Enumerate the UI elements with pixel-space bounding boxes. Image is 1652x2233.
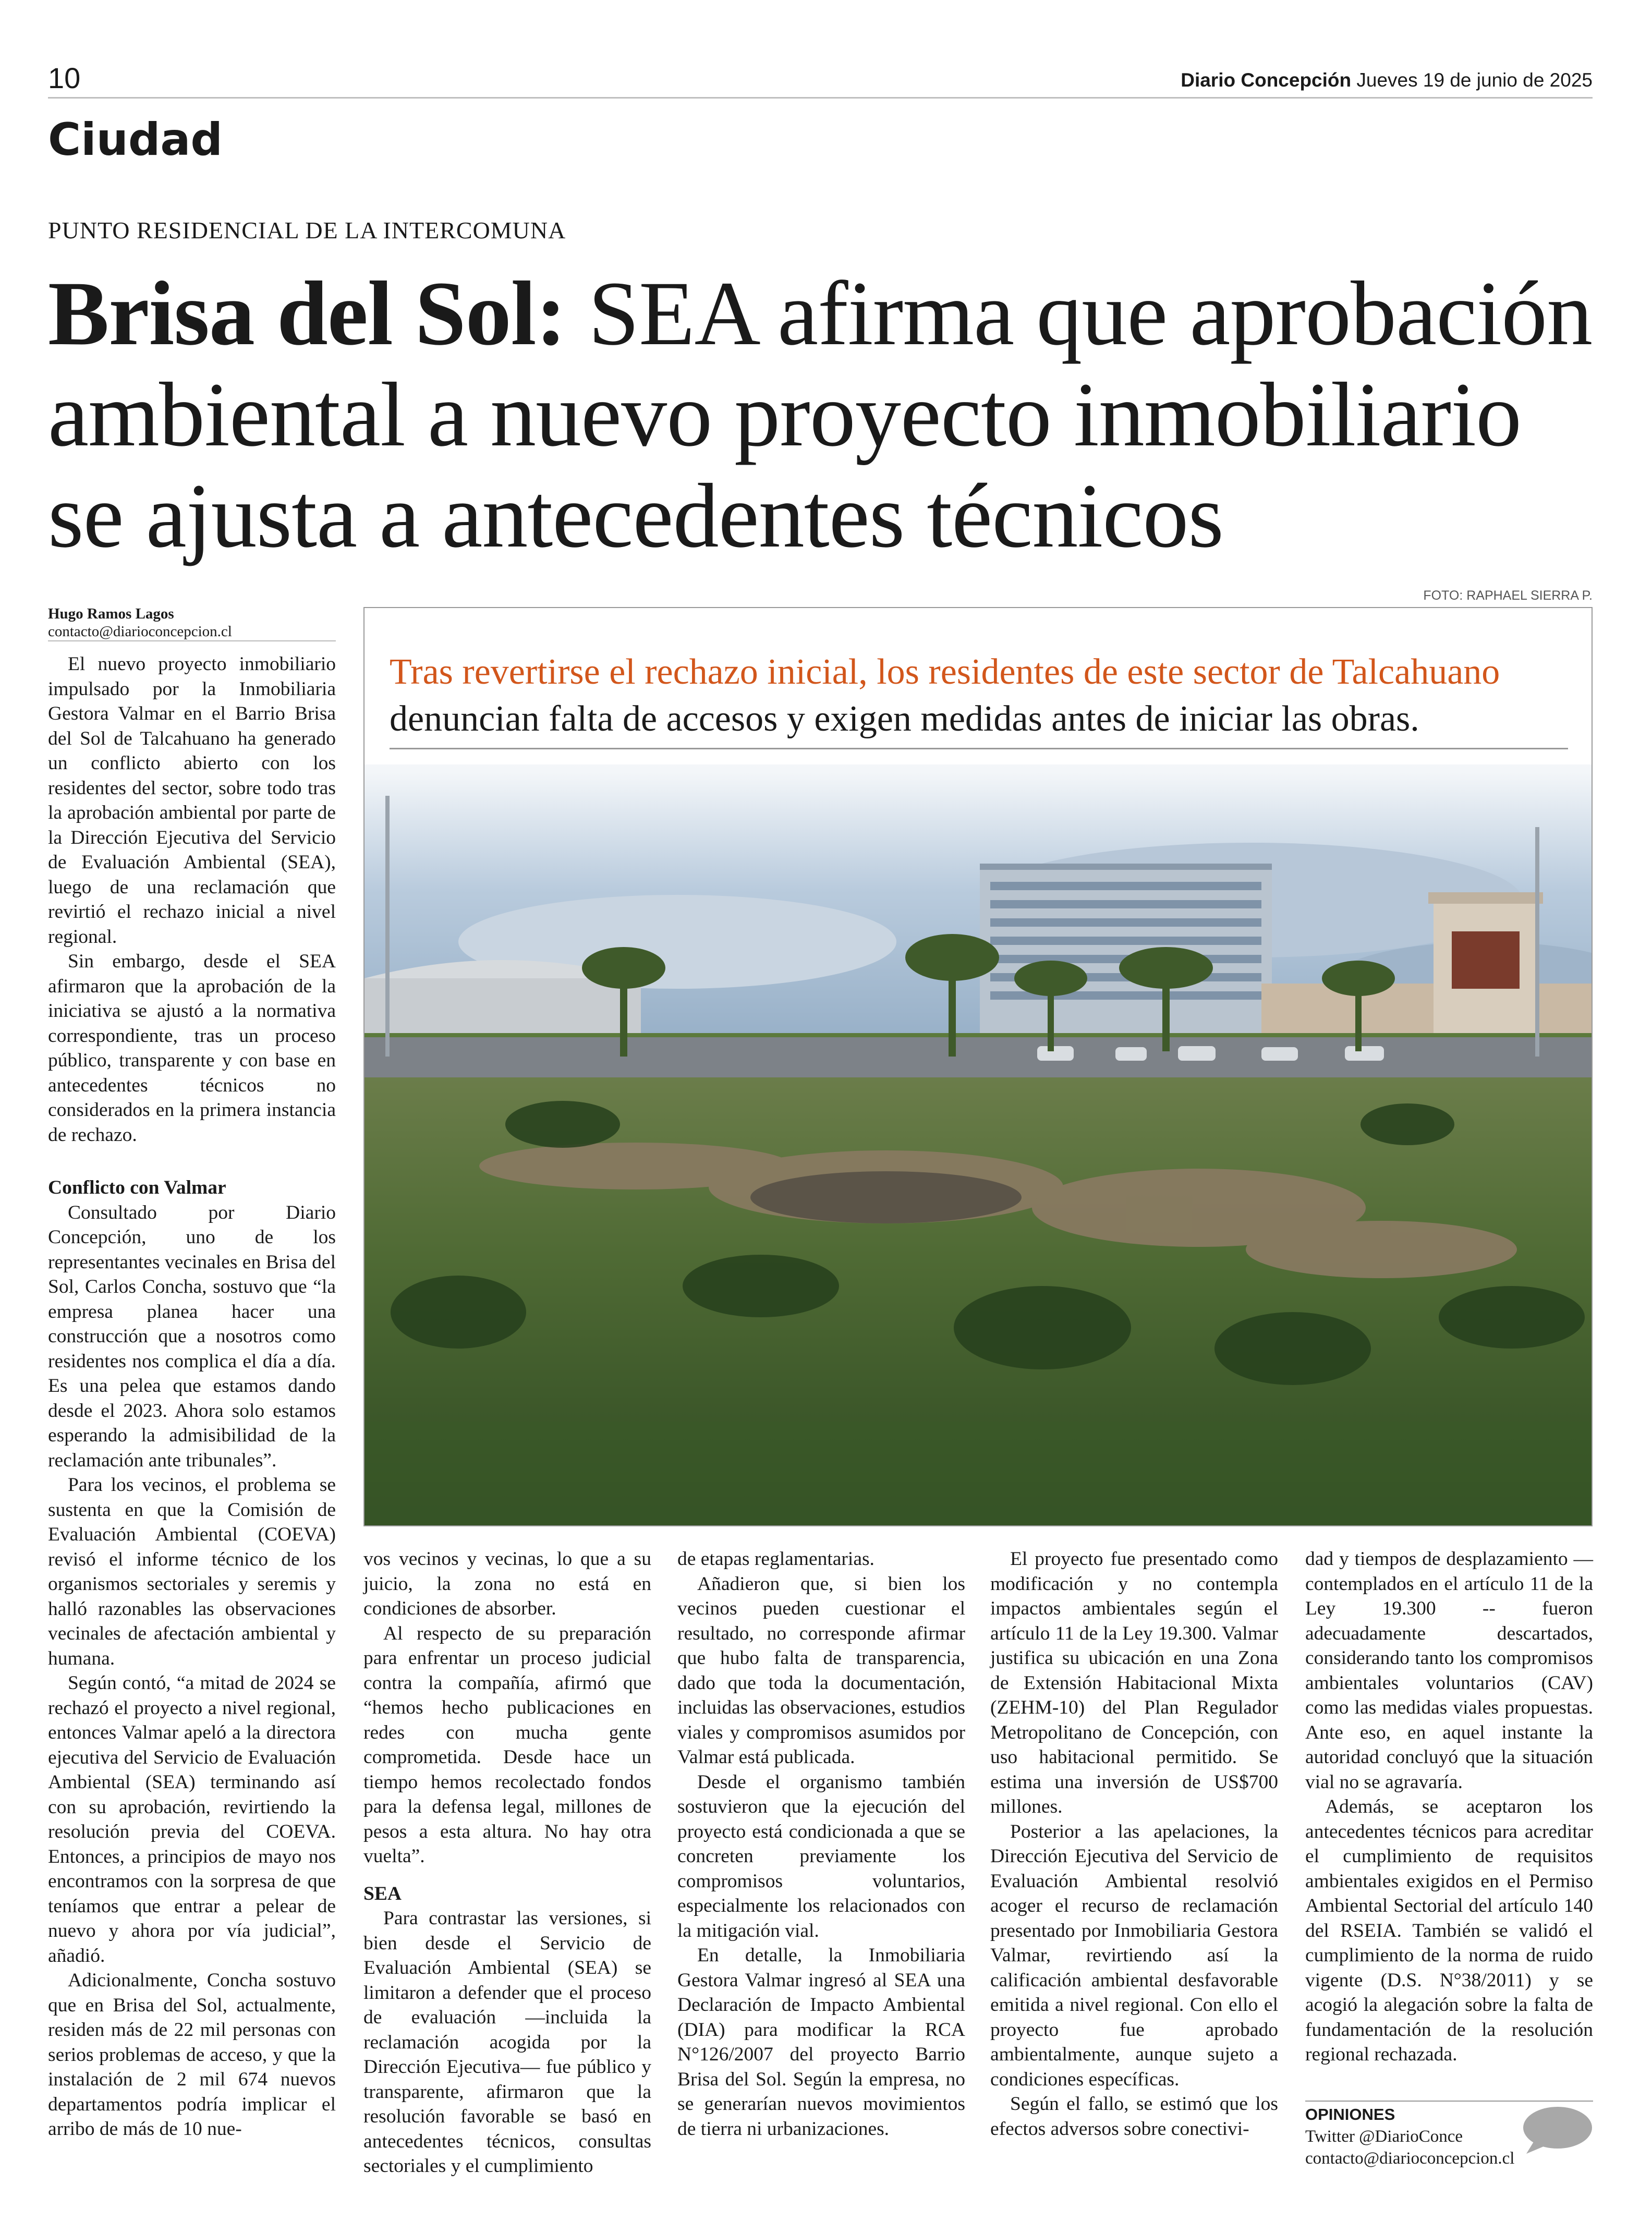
caption-lead: Tras revertirse el rechazo inicial, los residentes de este sector de Talcahuano <box>390 652 1500 692</box>
column-1 <box>48 652 336 2142</box>
author-name: Hugo Ramos Lagos <box>48 605 174 622</box>
paragraph: Para los vecinos, el problema se sustenta en que la Comisión de Evaluación Ambiental (COEVA) revisó el informe técnico de los organismos sectoriales y seremis y halló razonables las observaciones vecinales de afectación ambiental y humana. <box>48 1474 336 1669</box>
paragraph: Posterior a las apelaciones, la Dirección Ejecutiva del Servicio de Evaluación Ambiental resolvió acoger el recurso de reclamación presentado por Inmobiliaria Gestora Valmar, revirtiendo así la calificación ambiental desfavorable emitida a nivel regional. Con ello el proyecto fue aprobado ambientalmente, aunque sujeto a condiciones específicas. <box>990 1821 1278 2090</box>
column-5 <box>1305 1547 1593 2067</box>
opinions-title: OPINIONES <box>1305 2105 1395 2123</box>
kicker: PUNTO RESIDENCIAL DE LA INTERCOMUNA <box>48 217 566 244</box>
paragraph: Según el fallo, se estimó que los efectos adversos sobre conectivi- <box>990 2093 1278 2140</box>
speech-bubble-icon <box>1520 2104 1593 2156</box>
column-3 <box>677 1547 965 2141</box>
paragraph: Sin embargo, desde el SEA afirmaron que la aprobación de la iniciativa se ajustó a la normativa correspondiente, tras un proceso público, transparente y con base en antecedentes técnicos no considerados en la primera instancia de rechazo. <box>48 951 336 1146</box>
article-photo <box>363 607 1593 1526</box>
issue-date: Jueves 19 de junio de 2025 <box>1356 69 1593 91</box>
section-title: Ciudad <box>48 114 223 166</box>
subhead-sea: SEA <box>363 1883 402 1904</box>
publication-name: Diario Concepción <box>1181 69 1352 91</box>
opinions-email[interactable]: contacto@diarioconcepcion.cl <box>1305 2149 1515 2168</box>
paragraph: Desde el organismo también sostuvieron que la ejecución del proyecto está condicionada a que se concreten previamente los compromisos voluntarios, especialmente los relacionados con la mitigación vial. <box>677 1771 965 1941</box>
masthead <box>1181 69 1593 92</box>
page-number: 10 <box>48 62 81 94</box>
paragraph: Consultado por Diario Concepción, uno de los representantes vecinales en Brisa del Sol, Carlos Concha, sostuvo que “la empresa planea hacer una construcción que a nosotros como residentes nos complica el día a día. Es una pelea que estamos dando desde el 2023. Ahora solo estamos esperando la admisibilidad de la reclamación ante tribunales”. <box>48 1202 336 1471</box>
column-2 <box>363 1547 651 2179</box>
caption-rest: denuncian falta de accesos y exigen medidas antes de iniciar las obras. <box>390 699 1419 739</box>
byline-rule <box>48 640 336 641</box>
column-4 <box>990 1547 1278 2141</box>
opinions-box <box>1305 2104 1593 2169</box>
headline-line-3: se ajusta a antecedentes técnicos <box>48 465 1223 567</box>
headline <box>48 263 1612 567</box>
photo-illustration <box>365 608 1593 1526</box>
headline-line-2: ambiental a nuevo proyecto inmobiliario <box>48 364 1522 466</box>
paragraph-continued: de etapas reglamentarias. <box>677 1548 874 1570</box>
header-rule <box>48 97 1593 99</box>
paragraph: Para contrastar las versiones, si bien desde el Servicio de Evaluación Ambiental (SEA) se limitaron a defender que el proceso de evaluación —incluida la reclamación acogida por la Dirección Ejecutiva— fue público y transparente, afirmaron que la resolución favorable se basó en antecedentes técnicos, consultas sectoriales y el cumplimiento <box>363 1908 651 2177</box>
headline-line-1-text: SEA afirma que aprobación <box>588 263 1593 365</box>
paragraph: Adicionalmente, Concha sostuvo que en Brisa del Sol, actualmente, residen más de 22 mil personas con serios problemas de acceso, y que la instalación de 2 mil 674 nuevos departamentos podría implicar el arribo de más de 10 nue- <box>48 1970 336 2140</box>
author-email: contacto@diarioconcepcion.cl <box>48 623 232 640</box>
photo-credit: FOTO: RAPHAEL SIERRA P. <box>1423 588 1593 603</box>
subhead-conflicto: Conflicto con Valmar <box>48 1177 226 1198</box>
paragraph: El proyecto fue presentado como modificación y no contempla impactos ambientales según el artículo 11 de la Ley 19.300. Valmar justifica su ubicación en una Zona de Extensión Habitacional Mixta (ZEHM-10) del Plan Regulador Metropolitano de Concepción, con uso habitacional permitido. Se estima una inversión de US$700 millones. <box>990 1548 1278 1817</box>
paragraph: En detalle, la Inmobiliaria Gestora Valmar ingresó al SEA una Declaración de Impacto Ambiental (DIA) para modificar la RCA N°126/2007 del proyecto Barrio Brisa del Sol. Según la empresa, no se generarían nuevos movimientos de tierra ni urbanizaciones. <box>677 1945 965 2140</box>
paragraph-continued: dad y tiempos de desplazamiento —contemplados en el artículo 11 de la Ley 19.300 -- fueron adecuadamente descartados, considerando tanto los compromisos ambientales voluntarios (CAV) como las medidas viales propuestas. Ante eso, en aquel instante la autoridad concluyó que la situación vial no se agravaría. <box>1305 1548 1593 1793</box>
paragraph: Además, se aceptaron los antecedentes técnicos para acreditar el cumplimiento de requisitos ambientales exigidos en el Permiso Ambiental Sectorial del artículo 140 del RSEIA. También se validó el cumplimiento de la norma de ruido vigente (D.S. N°38/2011) y se acogió la alegación sobre la falta de fundamentación de la resolución regional rechazada. <box>1305 1796 1593 2065</box>
paragraph: Al respecto de su preparación para enfrentar un proceso judicial contra la compañía, afirmó que “hemos hecho publicaciones en redes con mucha gente comprometida. Desde hace un tiempo hemos recolectado fondos para la defensa legal, millones de pesos a esta altura. No hay otra vuelta”. <box>363 1622 651 1867</box>
paragraph: Añadieron que, si bien los vecinos pueden cuestionar el resultado, no corresponde afirmar que hubo falta de transparencia, dado que toda la documentación, incluidas las observaciones, estudios viales y compromisos asumidos por Valmar está publicada. <box>677 1573 965 1768</box>
opinions-rule <box>1305 2101 1593 2102</box>
byline <box>48 605 336 640</box>
headline-bold: Brisa del Sol: <box>48 263 566 365</box>
paragraph: Según contó, “a mitad de 2024 se rechazó el proyecto a nivel regional, entonces Valmar apeló a la directora ejecutiva del Servicio de Evaluación Ambiental (SEA) terminando así con su aprobación, revirtiendo la resolución previa del COEVA. Entonces, a principios de mayo nos encontramos con la sorpresa de que teníamos que entrar a pelear de nuevo y ahora por vía judicial”, añadió. <box>48 1672 336 1967</box>
photo-caption <box>390 649 1573 743</box>
paragraph-continued: vos vecinos y vecinas, lo que a su juicio, la zona no está en condiciones de absorber. <box>363 1548 651 1619</box>
headline-line-1 <box>48 263 1612 365</box>
opinions-twitter[interactable]: Twitter @DiarioConce <box>1305 2127 1463 2146</box>
paragraph: El nuevo proyecto inmobiliario impulsado por la Inmobiliaria Gestora Valmar en el Barrio Brisa del Sol de Talcahuano ha generado un conflicto abierto con los residentes del sector, sobre todo tras la aprobación ambiental por parte de la Dirección Ejecutiva del Servicio de Evaluación Ambiental (SEA), luego de una reclamación que revirtió el rechazo inicial a nivel regional. <box>48 653 336 948</box>
